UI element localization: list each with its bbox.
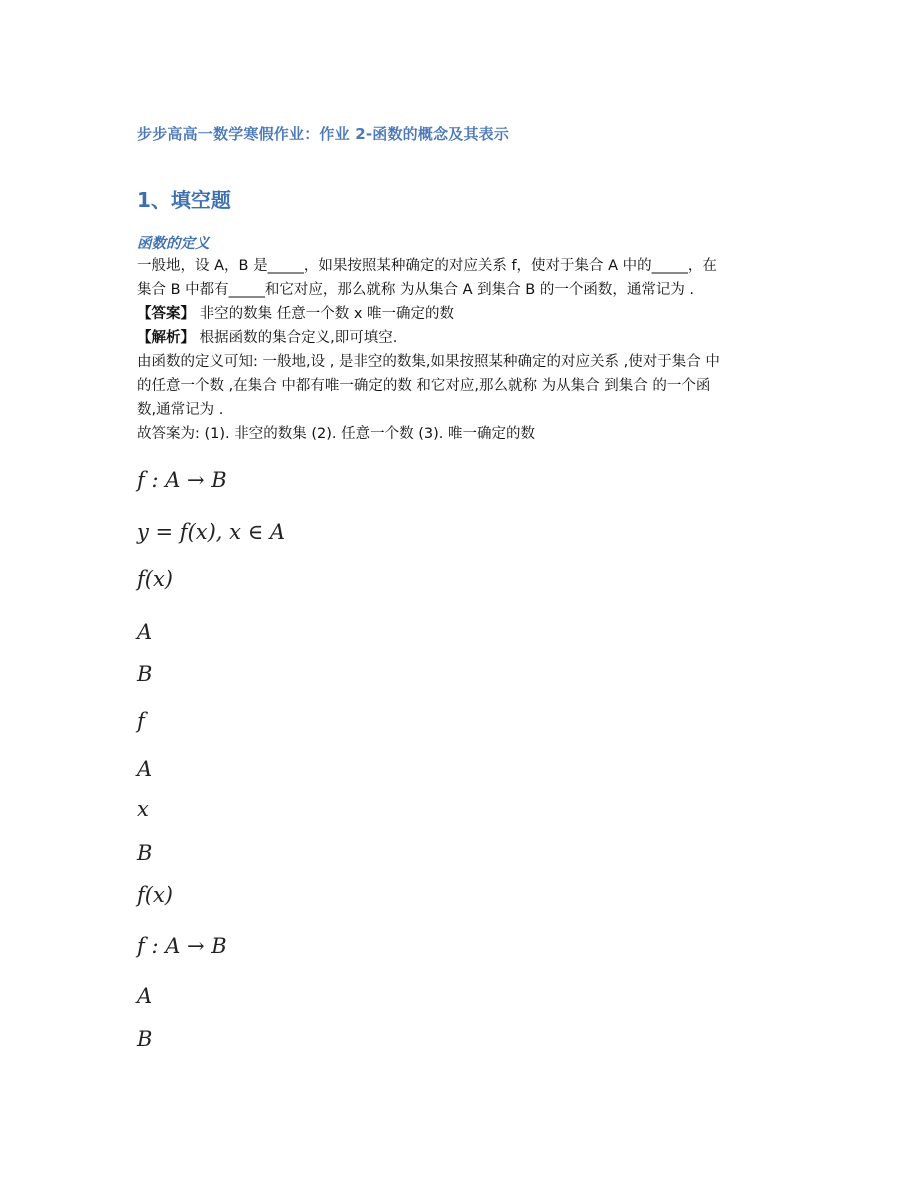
math-formula: A (137, 757, 153, 781)
answer-label: 【答案】 (137, 306, 195, 322)
math-formula: x (137, 797, 149, 821)
explanation-line: 由函数的定义可知: 一般地,设 , 是非空的数集,如果按照某种确定的对应关系 ,使对于集合 中 (137, 354, 720, 370)
math-formula: B (137, 662, 153, 686)
math-formula: f(x) (137, 567, 174, 591)
answer-text: 非空的数集 任意一个数 x 唯一确定的数 (199, 306, 455, 322)
final-answer: 故答案为: (1). 非空的数集 (2). 任意一个数 (3). 唯一确定的数 (137, 426, 535, 442)
explanation-line: 数,通常记为 . (137, 402, 224, 418)
math-formula: f : A → B (137, 468, 227, 492)
analysis-label: 【解析】 (137, 330, 195, 346)
answer-line (137, 302, 783, 326)
question-block (137, 254, 783, 446)
math-formula: A (137, 620, 153, 644)
math-formula: y = f(x), x ∈ A (137, 520, 286, 544)
explanation-line: 的任意一个数 ,在集合 中都有唯一确定的数 和它对应,那么就称 为从集合 到集合 的一个函 (137, 378, 711, 394)
question-line: 集合 B 中都有_____和它对应，那么就称 为从集合 A 到集合 B 的一个函数，通常记为 . (137, 282, 695, 298)
question-line: 一般地，设 A，B 是_____，如果按照某种确定的对应关系 f，使对于集合 A 中的_____，在 (137, 258, 717, 274)
math-formula: f (137, 709, 145, 733)
topic-heading: 函数的定义 (137, 236, 210, 252)
analysis-text: 根据函数的集合定义,即可填空. (199, 330, 398, 346)
math-formula: B (137, 1027, 153, 1051)
math-formula: A (137, 984, 153, 1008)
math-formula: B (137, 841, 153, 865)
analysis-line (137, 326, 783, 350)
math-formula: f(x) (137, 883, 174, 907)
math-formula: f : A → B (137, 934, 227, 958)
document-title: 步步高高一数学寒假作业：作业 2-函数的概念及其表示 (137, 125, 510, 143)
section-heading: 1、填空题 (137, 188, 231, 212)
